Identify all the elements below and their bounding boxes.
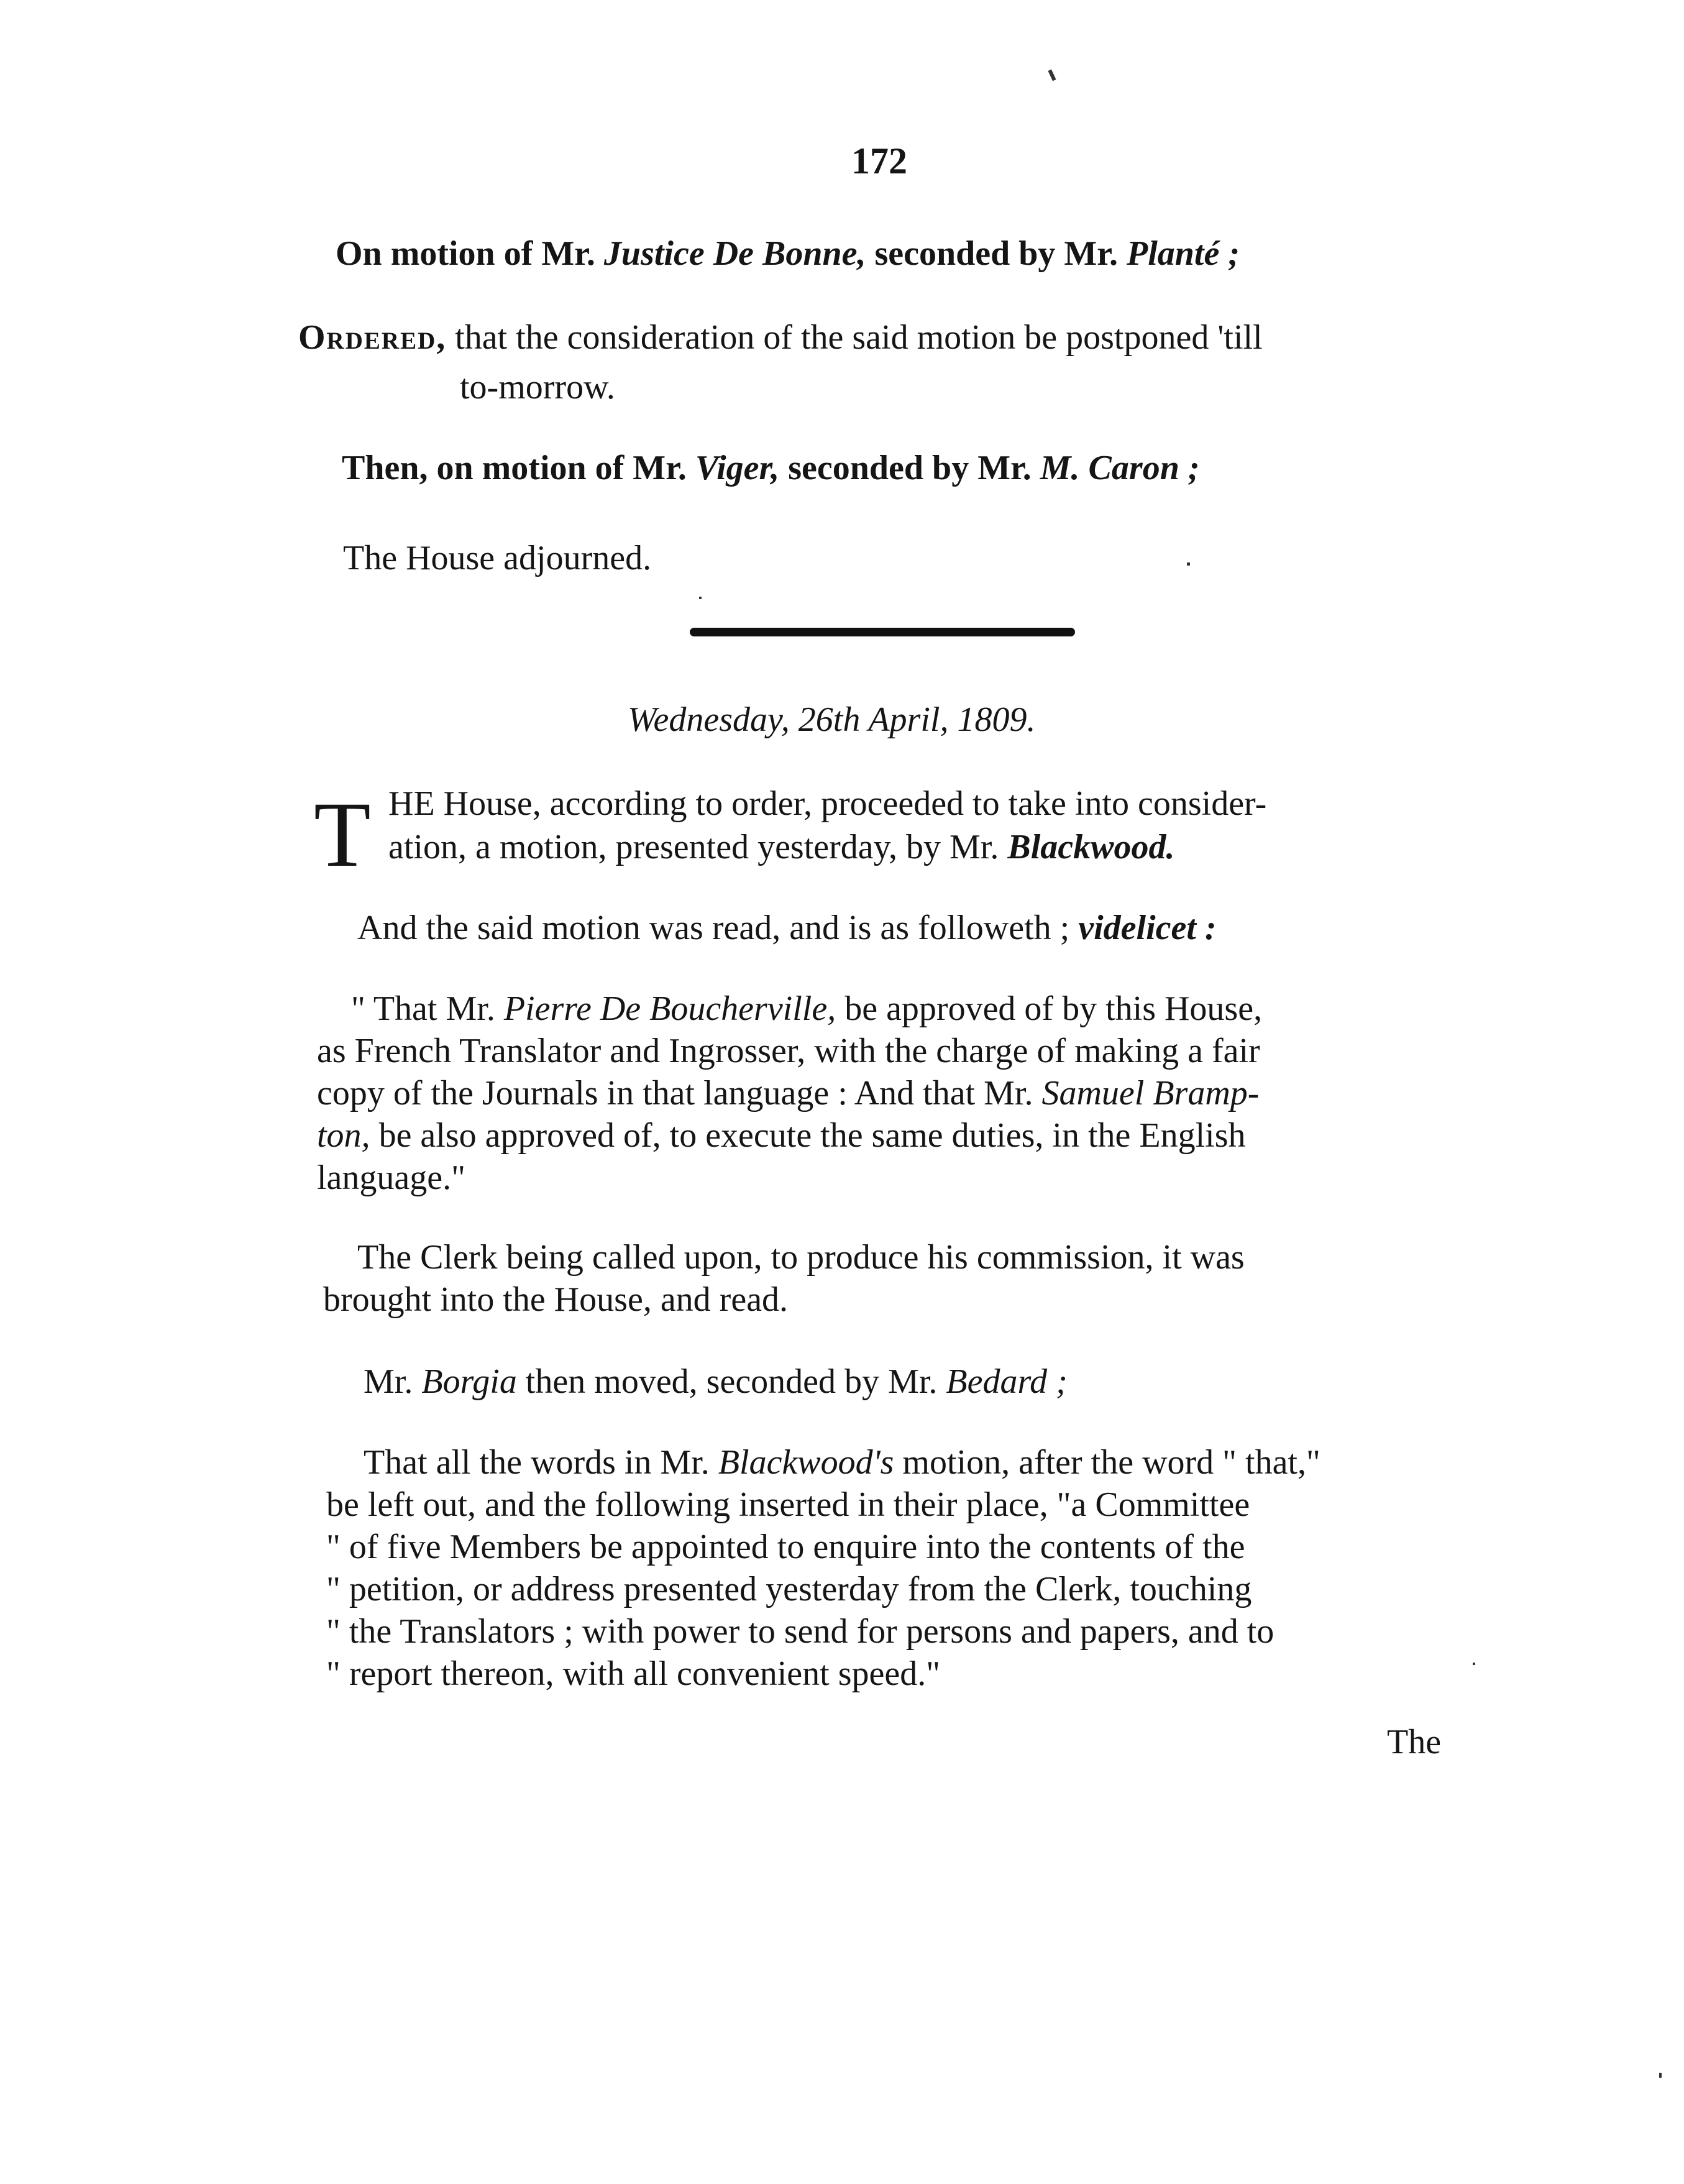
borgia-motion: Mr. Borgia then moved, seconded by Mr. Bedard ;	[364, 1362, 1068, 1401]
ordered-label: Ordered,	[298, 318, 447, 357]
seconder-name: Bedard ;	[946, 1362, 1068, 1401]
person-name-cont: ton,	[317, 1116, 370, 1155]
opening-line-1: HE House, according to order, proceeded to take into consider-	[388, 784, 1267, 823]
mover-name: Borgia	[421, 1362, 517, 1401]
ink-speck	[1048, 70, 1056, 81]
opening-line-2: ation, a motion, presented yesterday, by Mr. Blackwood.	[388, 828, 1175, 866]
quoted-motion-line-3: copy of the Journals in that language : And that Mr. Samuel Bramp-	[317, 1074, 1260, 1113]
motion-entry-2: Then, on motion of Mr. Viger, seconded by Mr. M. Caron ;	[342, 449, 1200, 487]
motion-read-line: And the said motion was read, and is as followeth ; videlicet :	[357, 909, 1217, 947]
page-number: 172	[851, 140, 907, 181]
motion-entry-1: On motion of Mr. Justice De Bonne, seconded by Mr. Planté ;	[336, 234, 1240, 273]
clerk-line-1: The Clerk being called upon, to produce his commission, it was	[357, 1238, 1245, 1277]
date-heading: Wednesday, 26th April, 1809.	[628, 700, 1036, 739]
person-name: Pierre De Boucherville,	[503, 989, 836, 1028]
drop-cap: T	[314, 783, 371, 886]
quoted-motion-line-5: language."	[317, 1159, 465, 1197]
quoted-motion-line-1: " That Mr. Pierre De Boucherville, be approved of by this House,	[351, 989, 1263, 1028]
member-name: Blackwood's	[718, 1443, 894, 1482]
ordered-line-2: to-morrow.	[460, 368, 615, 406]
adjourned-line: The House adjourned.	[343, 539, 652, 577]
catchword: The	[1387, 1723, 1442, 1761]
amendment-line-5: " the Translators ; with power to send for persons and papers, and to	[326, 1612, 1274, 1651]
scan-speck	[699, 597, 702, 599]
ordered-line-1: Ordered, that the consideration of the said motion be postponed 'till	[298, 318, 1263, 357]
mover-name: Justice De Bonne,	[603, 234, 866, 273]
scan-speck	[1187, 562, 1190, 566]
section-divider	[690, 628, 1075, 636]
amendment-line-4: " petition, or address presented yesterday from the Clerk, touching	[326, 1570, 1252, 1608]
quoted-motion-line-4: ton, be also approved of, to execute the same duties, in the English	[317, 1116, 1246, 1155]
seconder-name: M. Caron ;	[1040, 449, 1200, 487]
clerk-line-2: brought into the House, and read.	[323, 1280, 789, 1319]
amendment-line-1: That all the words in Mr. Blackwood's motion, after the word " that,"	[364, 1443, 1320, 1482]
seconder-name: Planté ;	[1127, 234, 1240, 273]
scan-speck	[1473, 1663, 1475, 1665]
amendment-line-2: be left out, and the following inserted in their place, "a Committee	[326, 1485, 1250, 1524]
scan-speck	[1659, 2073, 1662, 2078]
quoted-motion-line-2: as French Translator and Ingrosser, with the charge of making a fair	[317, 1032, 1260, 1070]
member-name: Blackwood.	[1007, 828, 1175, 866]
videlicet: videlicet :	[1078, 909, 1217, 947]
mover-name: Viger,	[695, 449, 780, 487]
amendment-line-6: " report thereon, with all convenient speed."	[326, 1654, 941, 1693]
amendment-line-3: " of five Members be appointed to enquire into the contents of the	[326, 1528, 1245, 1566]
person-name: Samuel Bramp-	[1041, 1074, 1260, 1113]
